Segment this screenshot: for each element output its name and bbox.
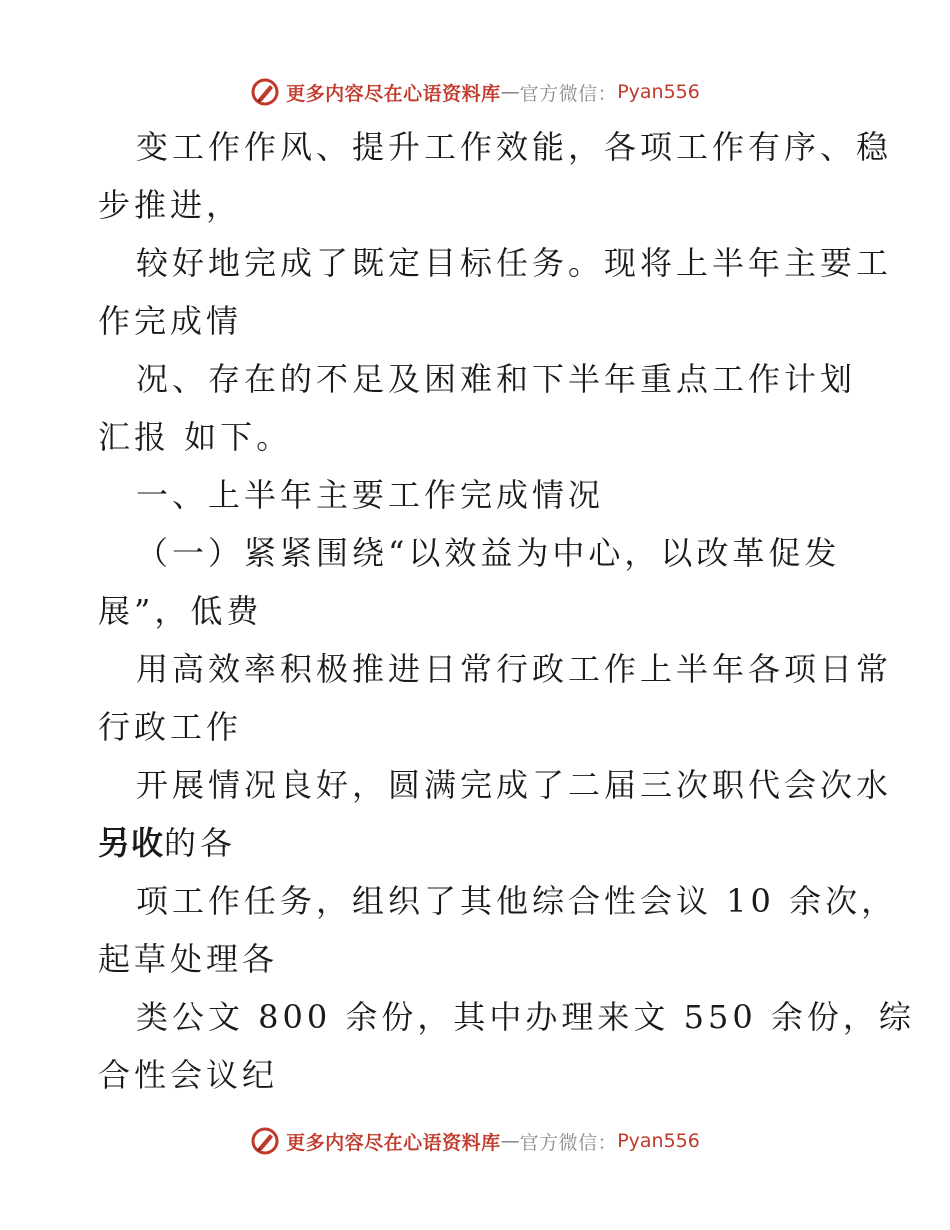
header-watermark [0,72,950,112]
text-line: 用高效率积极推进日常行政工作上半年各项日常 [136,650,893,688]
text-line: 展”，低费 [98,592,263,630]
pen-logo-icon [250,1126,280,1156]
watermark-account-label: 官方微信： [519,1131,618,1154]
watermark-account-label: 官方微信： [519,82,618,105]
pen-logo-icon [250,77,280,107]
subsection-heading: （一）紧紧围绕“以效益为中心，以改革促发 [136,534,841,572]
watermark-site-text: 更多内容尽在心语资料库 [286,82,501,105]
text-line: 起草处理各 [98,940,279,978]
text-line: 行政工作 [98,708,243,746]
watermark-site-text: 更多内容尽在心语资料库 [286,1131,501,1154]
text-line: 作完成情 [98,302,243,340]
footer-watermark [0,1121,950,1161]
text-line: 变工作作风、提升工作效能，各项工作有序、稳 [136,128,893,166]
text-line: 况、存在的不足及困难和下半年重点工作计划 [136,360,857,398]
text-line: 类公文 800 余份，其中办理来文 550 余份，综 [136,998,915,1036]
text-line: 开展情况良好，圆满完成了二届三次职代会次水 [136,766,893,804]
watermark-separator: — [500,81,520,103]
section-heading: 一、上半年主要工作完成情况 [136,476,605,514]
text-line: 汇报 如下。 [98,418,293,456]
document-body [98,118,915,1104]
bold-text: 另收 [98,824,165,862]
text-line: 另收的各 [98,824,237,862]
watermark-account-id: Pyan556 [617,81,700,103]
text-line: 合性会议纪 [98,1056,279,1094]
text-line: 步推进， [98,186,243,224]
text-line: 较好地完成了既定目标任务。现将上半年主要工 [136,244,893,282]
text-line: 项工作任务，组织了其他综合性会议 10 余次， [136,882,898,920]
watermark-separator: — [500,1130,520,1152]
watermark-account-id: Pyan556 [617,1130,700,1152]
